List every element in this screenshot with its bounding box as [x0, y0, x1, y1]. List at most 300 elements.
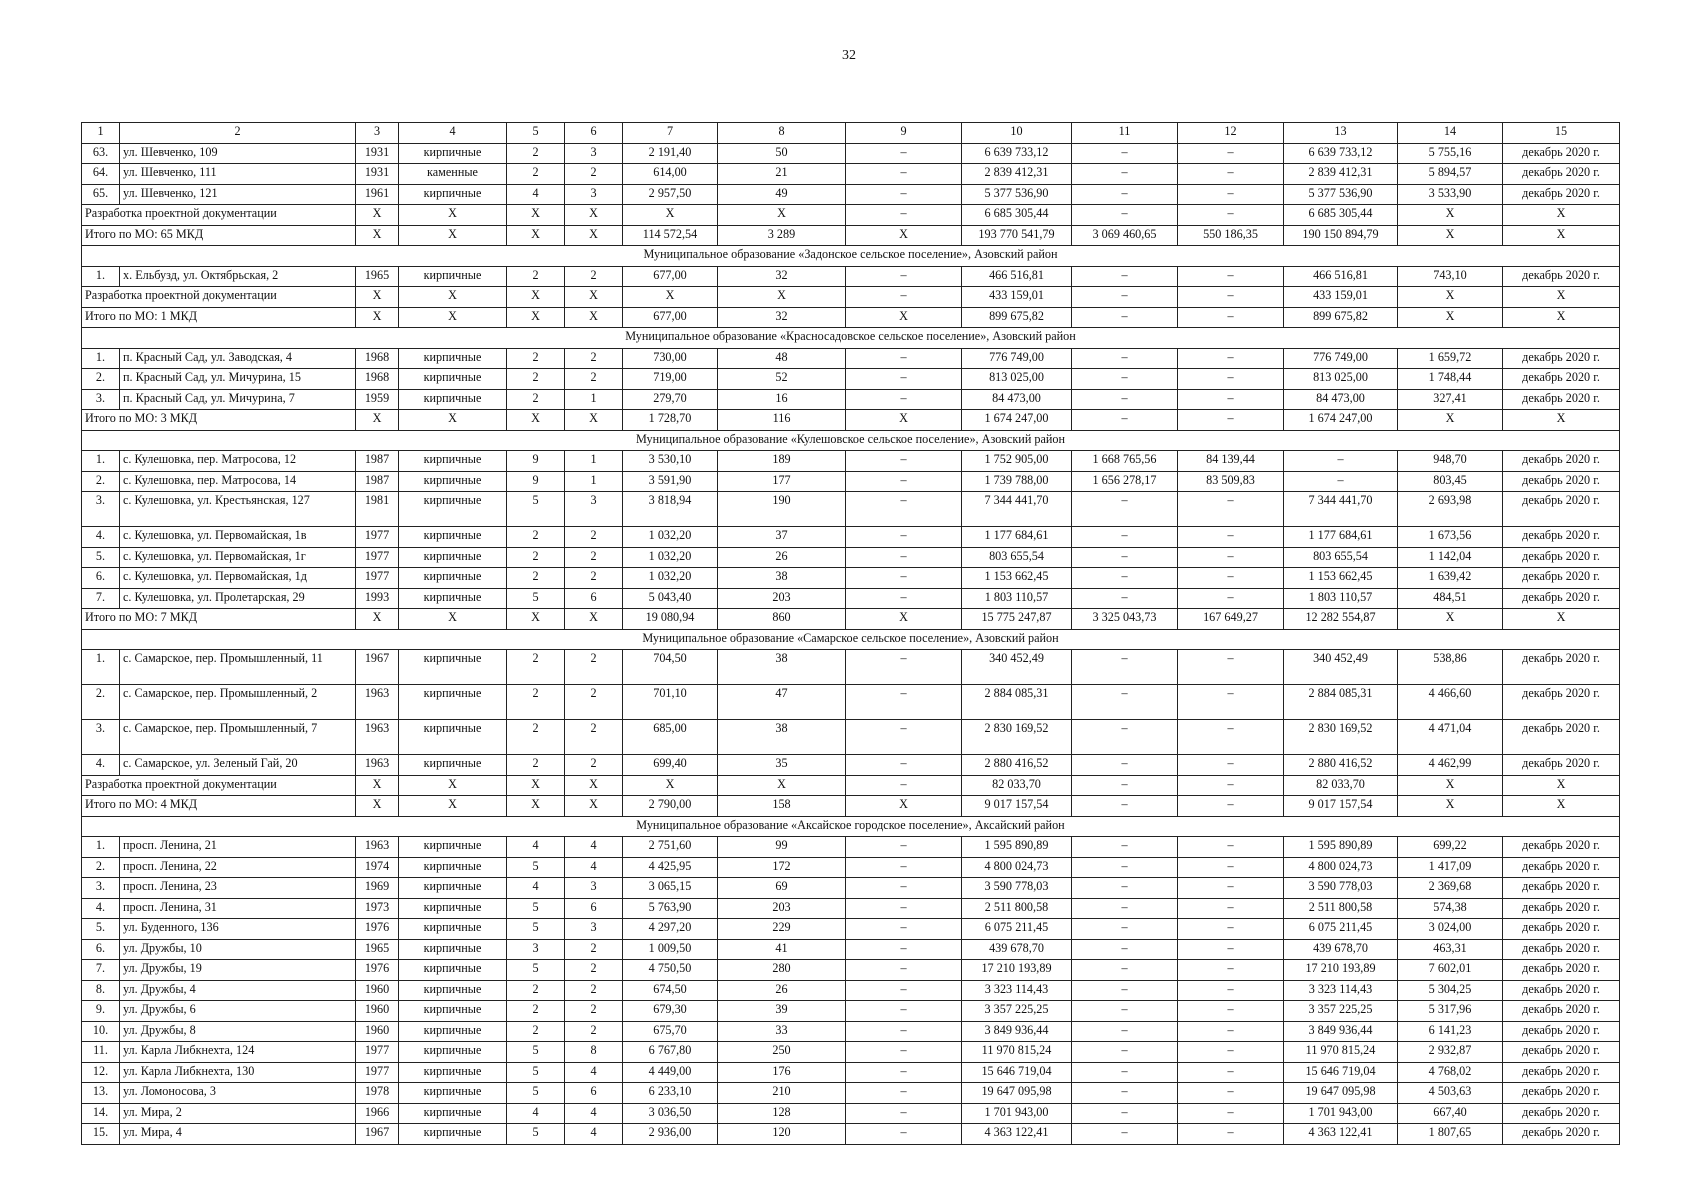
row-number: 10. — [82, 1021, 120, 1042]
table-cell: 6 685 305,44 — [1284, 205, 1398, 226]
table-cell: 2 — [507, 980, 565, 1001]
table-cell: кирпичные — [399, 471, 507, 492]
table-row — [82, 184, 1620, 205]
table-cell: – — [1178, 857, 1284, 878]
table-cell: 1977 — [356, 527, 399, 548]
table-cell: X — [1398, 205, 1503, 226]
table-cell: 2 — [565, 369, 623, 390]
table-cell: 2 830 169,52 — [962, 720, 1072, 755]
table-cell: X — [623, 287, 718, 308]
table-row — [82, 143, 1620, 164]
address-cell: ул. Шевченко, 121 — [120, 184, 356, 205]
table-cell: – — [1178, 389, 1284, 410]
table-cell: – — [846, 184, 962, 205]
summary-label: Разработка проектной документации — [82, 205, 356, 226]
table-cell: 2 — [565, 547, 623, 568]
table-cell: 948,70 — [1398, 451, 1503, 472]
table-cell: 1987 — [356, 451, 399, 472]
table-cell: кирпичные — [399, 184, 507, 205]
table-row — [82, 527, 1620, 548]
row-number: 7. — [82, 960, 120, 981]
table-cell: 26 — [718, 980, 846, 1001]
table-cell: 2 511 800,58 — [1284, 898, 1398, 919]
table-cell: 279,70 — [623, 389, 718, 410]
table-cell: декабрь 2020 г. — [1503, 919, 1620, 940]
summary-label: Разработка проектной документации — [82, 775, 356, 796]
table-cell: декабрь 2020 г. — [1503, 720, 1620, 755]
table-cell: 120 — [718, 1124, 846, 1145]
table-cell: 1 032,20 — [623, 527, 718, 548]
table-cell: 340 452,49 — [1284, 650, 1398, 685]
table-cell: X — [507, 609, 565, 630]
table-cell: X — [1398, 410, 1503, 431]
table-cell: – — [1178, 547, 1284, 568]
table-cell: 15 646 719,04 — [962, 1062, 1072, 1083]
summary-row — [82, 609, 1620, 630]
table-cell: – — [846, 685, 962, 720]
table-cell: 4 — [565, 1124, 623, 1145]
table-cell: декабрь 2020 г. — [1503, 588, 1620, 609]
table-cell: 2 830 169,52 — [1284, 720, 1398, 755]
table-cell: 3 818,94 — [623, 492, 718, 527]
table-row — [82, 980, 1620, 1001]
table-cell: 1 807,65 — [1398, 1124, 1503, 1145]
table-cell: – — [846, 389, 962, 410]
table-cell: 1965 — [356, 266, 399, 287]
summary-row — [82, 796, 1620, 817]
table-cell: 1 177 684,61 — [1284, 527, 1398, 548]
table-cell: 484,51 — [1398, 588, 1503, 609]
address-cell: ул. Дружбы, 19 — [120, 960, 356, 981]
table-cell: – — [1178, 837, 1284, 858]
row-number: 7. — [82, 588, 120, 609]
table-cell: – — [846, 205, 962, 226]
table-cell: декабрь 2020 г. — [1503, 547, 1620, 568]
table-cell: кирпичные — [399, 1083, 507, 1104]
table-row — [82, 960, 1620, 981]
table-cell: каменные — [399, 164, 507, 185]
table-cell: – — [846, 287, 962, 308]
table-cell: 99 — [718, 837, 846, 858]
address-cell: ул. Шевченко, 111 — [120, 164, 356, 185]
table-cell: 4 363 122,41 — [962, 1124, 1072, 1145]
address-cell: просп. Ленина, 31 — [120, 898, 356, 919]
table-cell: декабрь 2020 г. — [1503, 960, 1620, 981]
table-cell: – — [1178, 164, 1284, 185]
table-cell: – — [1072, 939, 1178, 960]
table-cell: 7 344 441,70 — [962, 492, 1072, 527]
table-cell: – — [1072, 369, 1178, 390]
table-cell: 82 033,70 — [962, 775, 1072, 796]
table-cell: 3 — [565, 143, 623, 164]
table-cell: – — [1072, 919, 1178, 940]
table-cell: 614,00 — [623, 164, 718, 185]
table-cell: – — [1072, 685, 1178, 720]
table-cell: 4 — [565, 1103, 623, 1124]
table-cell: 1 748,44 — [1398, 369, 1503, 390]
table-cell: декабрь 2020 г. — [1503, 980, 1620, 1001]
table-cell: – — [846, 471, 962, 492]
table-cell: 5 763,90 — [623, 898, 718, 919]
table-row — [82, 857, 1620, 878]
table-cell: кирпичные — [399, 685, 507, 720]
table-cell: 38 — [718, 720, 846, 755]
summary-row — [82, 410, 1620, 431]
table-cell: – — [1072, 588, 1178, 609]
column-number-cell: 5 — [507, 123, 565, 144]
address-cell: с. Самарское, пер. Промышленный, 7 — [120, 720, 356, 755]
table-cell: 538,86 — [1398, 650, 1503, 685]
table-cell: кирпичные — [399, 143, 507, 164]
table-cell: 4 503,63 — [1398, 1083, 1503, 1104]
table-cell: – — [1178, 796, 1284, 817]
table-row — [82, 837, 1620, 858]
table-cell: 803 655,54 — [962, 547, 1072, 568]
table-cell: 5 — [507, 857, 565, 878]
table-row — [82, 919, 1620, 940]
row-number: 2. — [82, 369, 120, 390]
table-cell: X — [1398, 287, 1503, 308]
table-cell: – — [1072, 184, 1178, 205]
table-cell: 5 304,25 — [1398, 980, 1503, 1001]
table-cell: 1967 — [356, 1124, 399, 1145]
table-cell: 743,10 — [1398, 266, 1503, 287]
table-cell: 2 — [507, 164, 565, 185]
table-cell: кирпичные — [399, 1103, 507, 1124]
table-cell: 4 — [565, 1062, 623, 1083]
table-cell: 172 — [718, 857, 846, 878]
table-cell: 2 511 800,58 — [962, 898, 1072, 919]
table-cell: – — [1072, 287, 1178, 308]
table-cell: 4 462,99 — [1398, 755, 1503, 776]
table-cell: – — [1178, 527, 1284, 548]
summary-label: Итого по МО: 65 МКД — [82, 225, 356, 246]
table-cell: X — [399, 775, 507, 796]
address-cell: с. Кулешовка, ул. Первомайская, 1д — [120, 568, 356, 589]
table-cell: декабрь 2020 г. — [1503, 1083, 1620, 1104]
table-cell: 2 880 416,52 — [962, 755, 1072, 776]
table-cell: 1968 — [356, 348, 399, 369]
table-cell: 2 — [507, 527, 565, 548]
table-cell: 2 790,00 — [623, 796, 718, 817]
row-number: 1. — [82, 837, 120, 858]
table-cell: – — [846, 451, 962, 472]
table-cell: – — [1178, 1021, 1284, 1042]
table-cell: – — [1072, 547, 1178, 568]
row-number: 64. — [82, 164, 120, 185]
table-cell: 128 — [718, 1103, 846, 1124]
table-cell: 2 — [507, 1001, 565, 1022]
table-cell: X — [1503, 287, 1620, 308]
table-cell: 1960 — [356, 1021, 399, 1042]
table-cell: 1931 — [356, 143, 399, 164]
table-cell: 16 — [718, 389, 846, 410]
table-cell: – — [1178, 980, 1284, 1001]
summary-row — [82, 775, 1620, 796]
table-cell: 12 282 554,87 — [1284, 609, 1398, 630]
address-cell: просп. Ленина, 23 — [120, 878, 356, 899]
table-cell: 2 — [565, 939, 623, 960]
table-cell: декабрь 2020 г. — [1503, 451, 1620, 472]
table-cell: 701,10 — [623, 685, 718, 720]
table-cell: 2 — [565, 348, 623, 369]
table-cell: 7 602,01 — [1398, 960, 1503, 981]
column-number-cell: 14 — [1398, 123, 1503, 144]
table-cell: 6 — [565, 898, 623, 919]
table-cell: 5 — [507, 588, 565, 609]
table-row — [82, 1062, 1620, 1083]
table-cell: 1966 — [356, 1103, 399, 1124]
table-cell: – — [846, 568, 962, 589]
row-number: 2. — [82, 471, 120, 492]
table-row — [82, 451, 1620, 472]
address-cell: с. Кулешовка, пер. Матросова, 12 — [120, 451, 356, 472]
summary-row — [82, 205, 1620, 226]
table-cell: 699,22 — [1398, 837, 1503, 858]
table-cell: – — [1178, 775, 1284, 796]
table-cell: – — [846, 857, 962, 878]
table-cell: 1976 — [356, 960, 399, 981]
table-cell: 1965 — [356, 939, 399, 960]
table-cell: кирпичные — [399, 650, 507, 685]
table-row — [82, 369, 1620, 390]
table-cell: 2 191,40 — [623, 143, 718, 164]
table-cell: – — [846, 755, 962, 776]
row-number: 3. — [82, 720, 120, 755]
table-cell: 1 417,09 — [1398, 857, 1503, 878]
table-cell: 776 749,00 — [962, 348, 1072, 369]
table-cell: 327,41 — [1398, 389, 1503, 410]
table-cell: – — [1072, 205, 1178, 226]
table-cell: – — [1178, 410, 1284, 431]
table-cell: – — [1178, 184, 1284, 205]
table-cell: X — [1398, 609, 1503, 630]
table-cell: 2 — [565, 960, 623, 981]
table-cell: 685,00 — [623, 720, 718, 755]
table-cell: 3 — [565, 919, 623, 940]
table-cell: X — [718, 205, 846, 226]
table-cell: 5 894,57 — [1398, 164, 1503, 185]
table-cell: X — [356, 307, 399, 328]
table-cell: 5 755,16 — [1398, 143, 1503, 164]
table-cell: 4 — [565, 857, 623, 878]
column-number-cell: 15 — [1503, 123, 1620, 144]
table-cell: X — [1398, 775, 1503, 796]
table-cell: – — [1072, 650, 1178, 685]
table-cell: – — [846, 1001, 962, 1022]
table-row — [82, 755, 1620, 776]
table-cell: декабрь 2020 г. — [1503, 471, 1620, 492]
table-cell: – — [846, 588, 962, 609]
table-cell: 193 770 541,79 — [962, 225, 1072, 246]
table-cell: 803 655,54 — [1284, 547, 1398, 568]
address-cell: ул. Мира, 2 — [120, 1103, 356, 1124]
table-row — [82, 1124, 1620, 1145]
table-cell: 69 — [718, 878, 846, 899]
table-cell: 4 768,02 — [1398, 1062, 1503, 1083]
summary-row — [82, 307, 1620, 328]
table-cell: – — [1072, 410, 1178, 431]
table-cell: декабрь 2020 г. — [1503, 369, 1620, 390]
table-cell: 2 884 085,31 — [1284, 685, 1398, 720]
row-number: 1. — [82, 266, 120, 287]
table-cell: 1 659,72 — [1398, 348, 1503, 369]
table-cell: 21 — [718, 164, 846, 185]
column-number-cell: 1 — [82, 123, 120, 144]
table-cell: 48 — [718, 348, 846, 369]
table-cell: 6 233,10 — [623, 1083, 718, 1104]
table-cell: 4 363 122,41 — [1284, 1124, 1398, 1145]
table-cell: 2 — [507, 143, 565, 164]
table-cell: 674,50 — [623, 980, 718, 1001]
table-cell: кирпичные — [399, 1001, 507, 1022]
table-cell: – — [1072, 1083, 1178, 1104]
column-number-cell: 9 — [846, 123, 962, 144]
table-cell: 6 639 733,12 — [962, 143, 1072, 164]
row-number: 63. — [82, 143, 120, 164]
table-cell: X — [507, 225, 565, 246]
table-cell: 1 739 788,00 — [962, 471, 1072, 492]
table-cell: 5 — [507, 898, 565, 919]
table-cell: 35 — [718, 755, 846, 776]
table-cell: – — [846, 960, 962, 981]
table-cell: 2 — [507, 369, 565, 390]
section-title: Муниципальное образование «Красносадовское сельское поселение», Азовский район — [82, 328, 1620, 349]
table-cell: 2 — [565, 1001, 623, 1022]
table-cell: 677,00 — [623, 307, 718, 328]
table-cell: – — [1178, 588, 1284, 609]
table-cell: декабрь 2020 г. — [1503, 266, 1620, 287]
address-cell: п. Красный Сад, ул. Мичурина, 7 — [120, 389, 356, 410]
table-cell: 5 — [507, 1083, 565, 1104]
table-cell: – — [1072, 527, 1178, 548]
section-title: Муниципальное образование «Самарское сельское поселение», Азовский район — [82, 629, 1620, 650]
column-number-cell: 3 — [356, 123, 399, 144]
table-cell: 19 080,94 — [623, 609, 718, 630]
table-cell: – — [1072, 1042, 1178, 1063]
table-cell: X — [399, 205, 507, 226]
table-cell: – — [1178, 143, 1284, 164]
table-cell: 2 — [507, 650, 565, 685]
table-row — [82, 1021, 1620, 1042]
table-cell: – — [1178, 568, 1284, 589]
table-cell: X — [399, 307, 507, 328]
table-cell: X — [565, 307, 623, 328]
table-cell: 3 591,90 — [623, 471, 718, 492]
table-cell: 1 803 110,57 — [1284, 588, 1398, 609]
table-cell: 439 678,70 — [962, 939, 1072, 960]
table-cell: 2 — [565, 650, 623, 685]
table-cell: 1 639,42 — [1398, 568, 1503, 589]
table-cell: 466 516,81 — [1284, 266, 1398, 287]
table-cell: 1963 — [356, 755, 399, 776]
table-row — [82, 939, 1620, 960]
table-cell: 899 675,82 — [1284, 307, 1398, 328]
table-cell: X — [507, 205, 565, 226]
table-cell: 15 646 719,04 — [1284, 1062, 1398, 1083]
table-cell: 9 017 157,54 — [962, 796, 1072, 817]
row-number: 2. — [82, 685, 120, 720]
table-row — [82, 547, 1620, 568]
table-cell: декабрь 2020 г. — [1503, 184, 1620, 205]
table-cell: 1 752 905,00 — [962, 451, 1072, 472]
table-cell: 2 — [565, 685, 623, 720]
table-cell: 1 032,20 — [623, 547, 718, 568]
row-number: 3. — [82, 389, 120, 410]
table-cell: – — [846, 878, 962, 899]
address-cell: ул. Дружбы, 6 — [120, 1001, 356, 1022]
table-cell: 675,70 — [623, 1021, 718, 1042]
table-cell: 5 043,40 — [623, 588, 718, 609]
table-cell: 203 — [718, 898, 846, 919]
table-cell: 1974 — [356, 857, 399, 878]
row-number: 4. — [82, 527, 120, 548]
table-cell: 439 678,70 — [1284, 939, 1398, 960]
table-cell: X — [356, 609, 399, 630]
table-cell: 49 — [718, 184, 846, 205]
table-cell: кирпичные — [399, 451, 507, 472]
table-cell: – — [1178, 1062, 1284, 1083]
table-cell: 116 — [718, 410, 846, 431]
table-cell: X — [565, 287, 623, 308]
table-cell: 677,00 — [623, 266, 718, 287]
summary-row — [82, 287, 1620, 308]
table-row — [82, 1103, 1620, 1124]
table-cell: 2 — [565, 980, 623, 1001]
table-cell: 1 177 684,61 — [962, 527, 1072, 548]
table-cell: 4 — [507, 184, 565, 205]
summary-label: Итого по МО: 3 МКД — [82, 410, 356, 431]
table-cell: декабрь 2020 г. — [1503, 857, 1620, 878]
table-cell: кирпичные — [399, 898, 507, 919]
table-cell: 17 210 193,89 — [1284, 960, 1398, 981]
table-cell: – — [1072, 568, 1178, 589]
address-cell: ул. Карла Либкнехта, 124 — [120, 1042, 356, 1063]
row-number: 8. — [82, 980, 120, 1001]
column-number-cell: 10 — [962, 123, 1072, 144]
table-cell: – — [1178, 898, 1284, 919]
row-number: 5. — [82, 547, 120, 568]
table-cell: 2 — [565, 720, 623, 755]
table-cell: X — [846, 225, 962, 246]
table-cell: 813 025,00 — [962, 369, 1072, 390]
table-cell: кирпичные — [399, 588, 507, 609]
address-cell: просп. Ленина, 21 — [120, 837, 356, 858]
table-cell: 1960 — [356, 1001, 399, 1022]
table-cell: X — [1503, 307, 1620, 328]
column-number-cell: 2 — [120, 123, 356, 144]
row-number: 65. — [82, 184, 120, 205]
table-cell: 1 — [565, 389, 623, 410]
table-cell: 1 668 765,56 — [1072, 451, 1178, 472]
table-cell: 1 728,70 — [623, 410, 718, 431]
table-cell: кирпичные — [399, 720, 507, 755]
row-number: 3. — [82, 492, 120, 527]
table-cell: 1973 — [356, 898, 399, 919]
address-cell: п. Красный Сад, ул. Заводская, 4 — [120, 348, 356, 369]
table-cell: 8 — [565, 1042, 623, 1063]
row-number: 1. — [82, 650, 120, 685]
table-cell: 1967 — [356, 650, 399, 685]
table-row — [82, 898, 1620, 919]
table-cell: 4 466,60 — [1398, 685, 1503, 720]
table-cell: 1961 — [356, 184, 399, 205]
table-cell: – — [846, 547, 962, 568]
table-cell: 2 — [565, 527, 623, 548]
row-number: 9. — [82, 1001, 120, 1022]
table-cell: X — [1503, 775, 1620, 796]
address-cell: с. Кулешовка, ул. Крестьянская, 127 — [120, 492, 356, 527]
